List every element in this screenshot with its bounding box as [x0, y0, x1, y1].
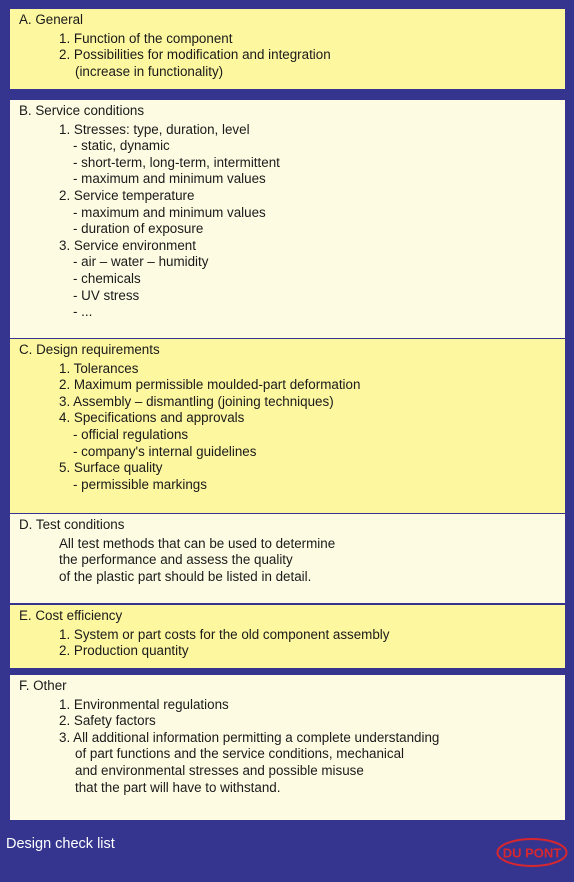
list-item: 2. Service temperature	[59, 187, 195, 203]
list-item: of part functions and the service conditions, mechanical	[75, 746, 404, 762]
list-item: 3. Assembly – dismantling (joining techniques)	[59, 393, 334, 409]
dupont-logo	[496, 837, 568, 868]
list-item: 4. Specifications and approvals	[59, 410, 245, 426]
list-item: 5. Surface quality	[59, 460, 163, 476]
list-item: 1. Function of the component	[59, 30, 233, 46]
list-item: 2. Safety factors	[59, 713, 156, 729]
section-test-conditions	[10, 514, 565, 603]
section-title: A. General	[19, 12, 84, 27]
list-item: 3. All additional information permitting a complete understanding	[59, 729, 440, 745]
list-item: - UV stress	[73, 287, 140, 303]
section-general	[10, 9, 565, 89]
list-item: 1. Stresses: type, duration, level	[59, 121, 250, 137]
list-item: - maximum and minimum values	[73, 204, 266, 220]
list-item: 2. Maximum permissible moulded-part deformation	[59, 377, 361, 393]
list-item: 2. Production quantity	[59, 643, 189, 659]
section-service-conditions	[10, 100, 565, 338]
section-title: E. Cost efficiency	[19, 608, 123, 623]
list-item: - short-term, long-term, intermittent	[73, 154, 280, 170]
section-other	[10, 675, 565, 820]
section-title: F. Other	[19, 678, 67, 693]
checklist-frame	[10, 9, 565, 820]
section-title: B. Service conditions	[19, 103, 145, 118]
list-item: 2. Possibilities for modification and integration	[59, 47, 331, 63]
list-item: - maximum and minimum values	[73, 171, 266, 187]
logo-text: DU PONT	[502, 845, 562, 861]
list-item: - air – water – humidity	[73, 254, 209, 270]
list-item: 1. Tolerances	[59, 360, 139, 376]
section-title: C. Design requirements	[19, 342, 160, 357]
list-item: - company's internal guidelines	[73, 443, 257, 459]
list-item: 1. Environmental regulations	[59, 696, 229, 712]
section-title: D. Test conditions	[19, 517, 125, 532]
list-item: - chemicals	[73, 270, 141, 286]
list-item: - ...	[73, 304, 93, 320]
list-item: that the part will have to withstand.	[75, 779, 281, 795]
footer-title: Design check list	[6, 836, 115, 852]
paragraph-line: of the plastic part should be listed in detail.	[59, 568, 312, 584]
section-cost-efficiency	[10, 605, 565, 668]
list-item: - duration of exposure	[73, 221, 204, 237]
list-item: (increase in functionality)	[75, 63, 224, 79]
paragraph-line: All test methods that can be used to determine	[59, 535, 336, 551]
list-item: - static, dynamic	[73, 138, 170, 154]
list-item: - permissible markings	[73, 476, 207, 492]
list-item: - official regulations	[73, 426, 189, 442]
list-item: and environmental stresses and possible misuse	[75, 762, 364, 778]
list-item: 3. Service environment	[59, 237, 196, 253]
section-design-requirements	[10, 339, 565, 513]
list-item: 1. System or part costs for the old component assembly	[59, 626, 390, 642]
paragraph-line: the performance and assess the quality	[59, 552, 293, 568]
